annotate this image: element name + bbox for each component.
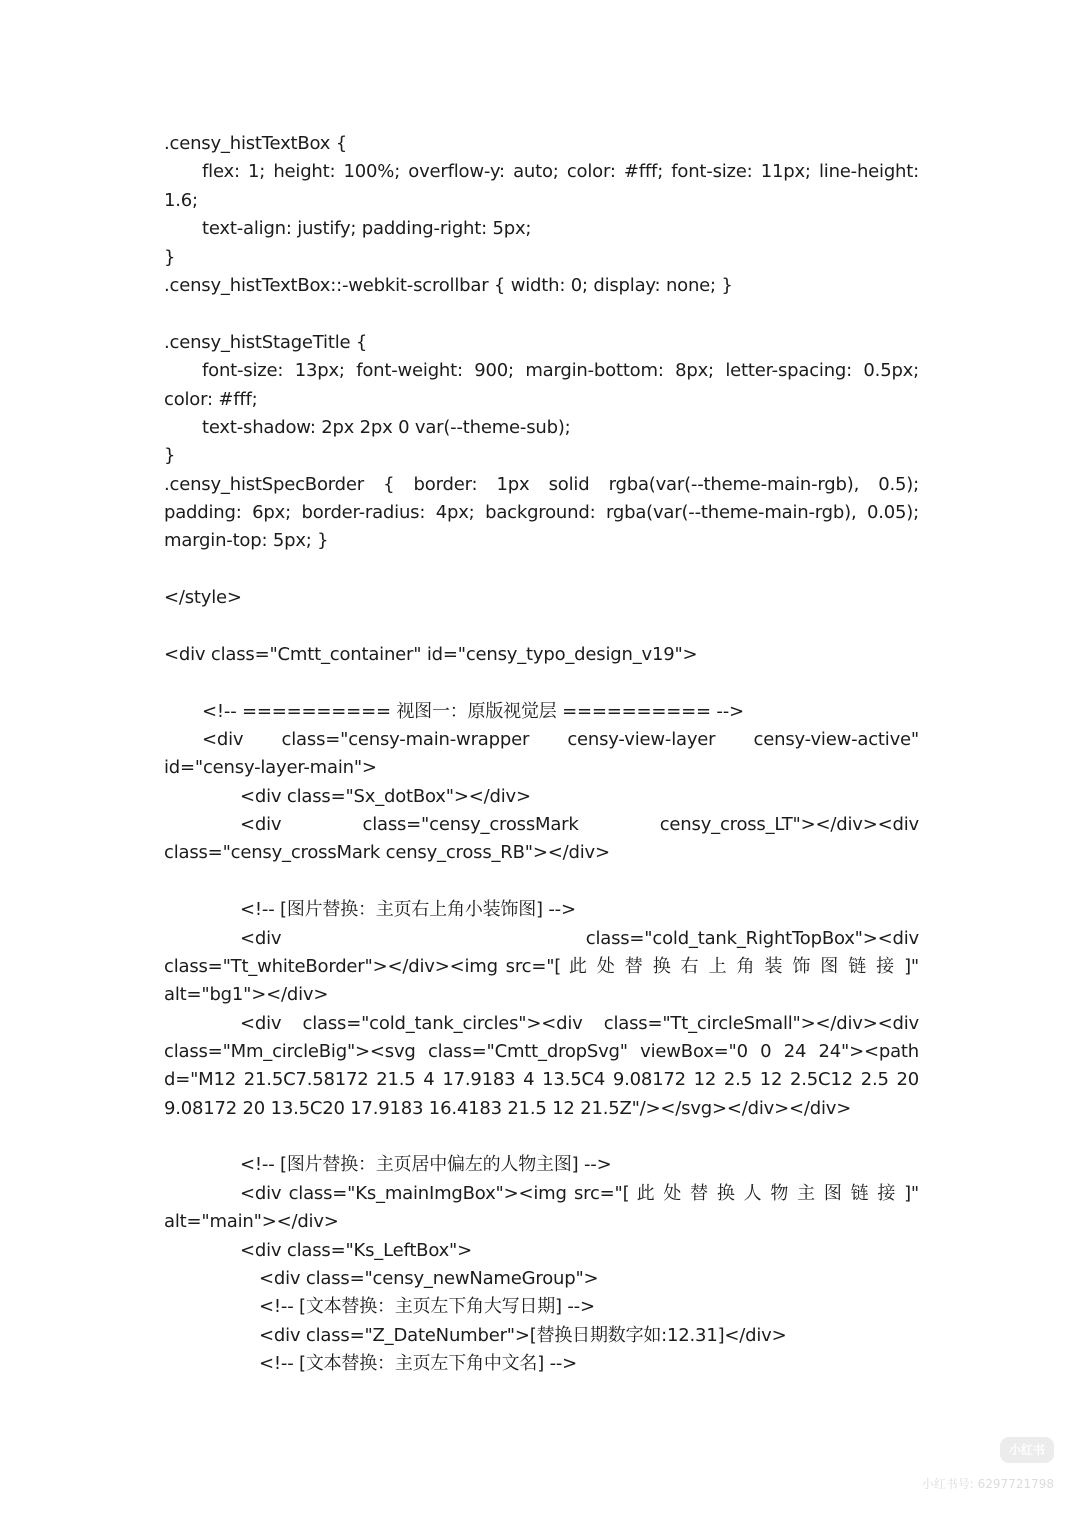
code-line: 1.6; bbox=[164, 190, 198, 211]
code-line: <!-- [文本替换：主页左下角中文名] --> bbox=[259, 1353, 578, 1374]
code-line: id="censy-layer-main"> bbox=[164, 757, 377, 778]
code-line: text-align: justify; padding-right: 5px; bbox=[202, 218, 532, 239]
code-line: font-size: 13px; font-weight: 900; margin-bottom: 8px; letter-spacing: 0.5px; bbox=[202, 360, 919, 381]
code-line: <div class="Ks_LeftBox"> bbox=[240, 1240, 472, 1261]
code-line: class="Tt_whiteBorder"></div><img src="[ 此 处 替 换 右 上 角 装 饰 图 链 接 ]" bbox=[164, 956, 919, 977]
watermark-id: 小红书号: 6297721798 bbox=[921, 1477, 1054, 1491]
code-line: </style> bbox=[164, 587, 242, 608]
code-line: <!-- ========== 视图一：原版视觉层 ========== --> bbox=[202, 701, 744, 722]
code-line: padding: 6px; border-radius: 4px; background: rgba(var(--theme-main-rgb), 0.05); bbox=[164, 502, 919, 523]
code-line: d="M12 21.5C7.58172 21.5 4 17.9183 4 13.5C4 9.08172 12 2.5 12 2.5C12 2.5 20 bbox=[164, 1069, 919, 1090]
code-line: .censy_histTextBox::-webkit-scrollbar { width: 0; display: none; } bbox=[164, 275, 733, 296]
code-line: <div class="Sx_dotBox"></div> bbox=[240, 786, 531, 807]
code-line: } bbox=[164, 445, 176, 466]
code-line: <!-- [图片替换：主页右上角小装饰图] --> bbox=[240, 899, 576, 920]
code-line: color: #fff; bbox=[164, 389, 258, 410]
code-line: alt="main"></div> bbox=[164, 1211, 339, 1232]
code-line: .censy_histTextBox { bbox=[164, 133, 348, 154]
code-line: .censy_histSpecBorder { border: 1px solid rgba(var(--theme-main-rgb), 0.5); bbox=[164, 474, 919, 495]
code-line: 9.08172 20 13.5C20 17.9183 16.4183 21.5 12 21.5Z"/></svg></div></div> bbox=[164, 1098, 852, 1119]
code-line: margin-top: 5px; } bbox=[164, 530, 329, 551]
code-line: <div class="censy-main-wrapper censy-view-layer censy-view-active" bbox=[202, 729, 919, 750]
code-line: class="Mm_circleBig"><svg class="Cmtt_dropSvg" viewBox="0 0 24 24"><path bbox=[164, 1041, 919, 1062]
code-line: } bbox=[164, 247, 176, 268]
code-line: <div class="cold_tank_circles"><div class="Tt_circleSmall"></div><div bbox=[240, 1013, 919, 1034]
code-line: class="censy_crossMark censy_cross_RB"></div> bbox=[164, 842, 610, 863]
code-line: <div class="censy_crossMark censy_cross_LT"></div><div bbox=[240, 814, 919, 835]
code-line: text-shadow: 2px 2px 0 var(--theme-sub); bbox=[202, 417, 571, 438]
code-line: alt="bg1"></div> bbox=[164, 984, 329, 1005]
watermark bbox=[894, 1437, 1054, 1507]
code-line: <div class="cold_tank_RightTopBox"><div bbox=[240, 928, 919, 949]
code-line: <!-- [图片替换：主页居中偏左的人物主图] --> bbox=[240, 1154, 612, 1175]
code-line: <div class="Z_DateNumber">[替换日期数字如:12.31]</div> bbox=[259, 1325, 787, 1346]
code-line: <div class="Ks_mainImgBox"><img src="[ 此 处 替 换 人 物 主 图 链 接 ]" bbox=[240, 1183, 919, 1204]
code-line: .censy_histStageTitle { bbox=[164, 332, 368, 353]
code-line: <!-- [文本替换：主页左下角大写日期] --> bbox=[259, 1296, 595, 1317]
watermark-logo: 小红书 bbox=[1000, 1437, 1054, 1463]
code-line: <div class="Cmtt_container" id="censy_typo_design_v19"> bbox=[164, 644, 698, 665]
code-line: flex: 1; height: 100%; overflow-y: auto; color: #fff; font-size: 11px; line-height: bbox=[202, 161, 919, 182]
code-line: <div class="censy_newNameGroup"> bbox=[259, 1268, 599, 1289]
